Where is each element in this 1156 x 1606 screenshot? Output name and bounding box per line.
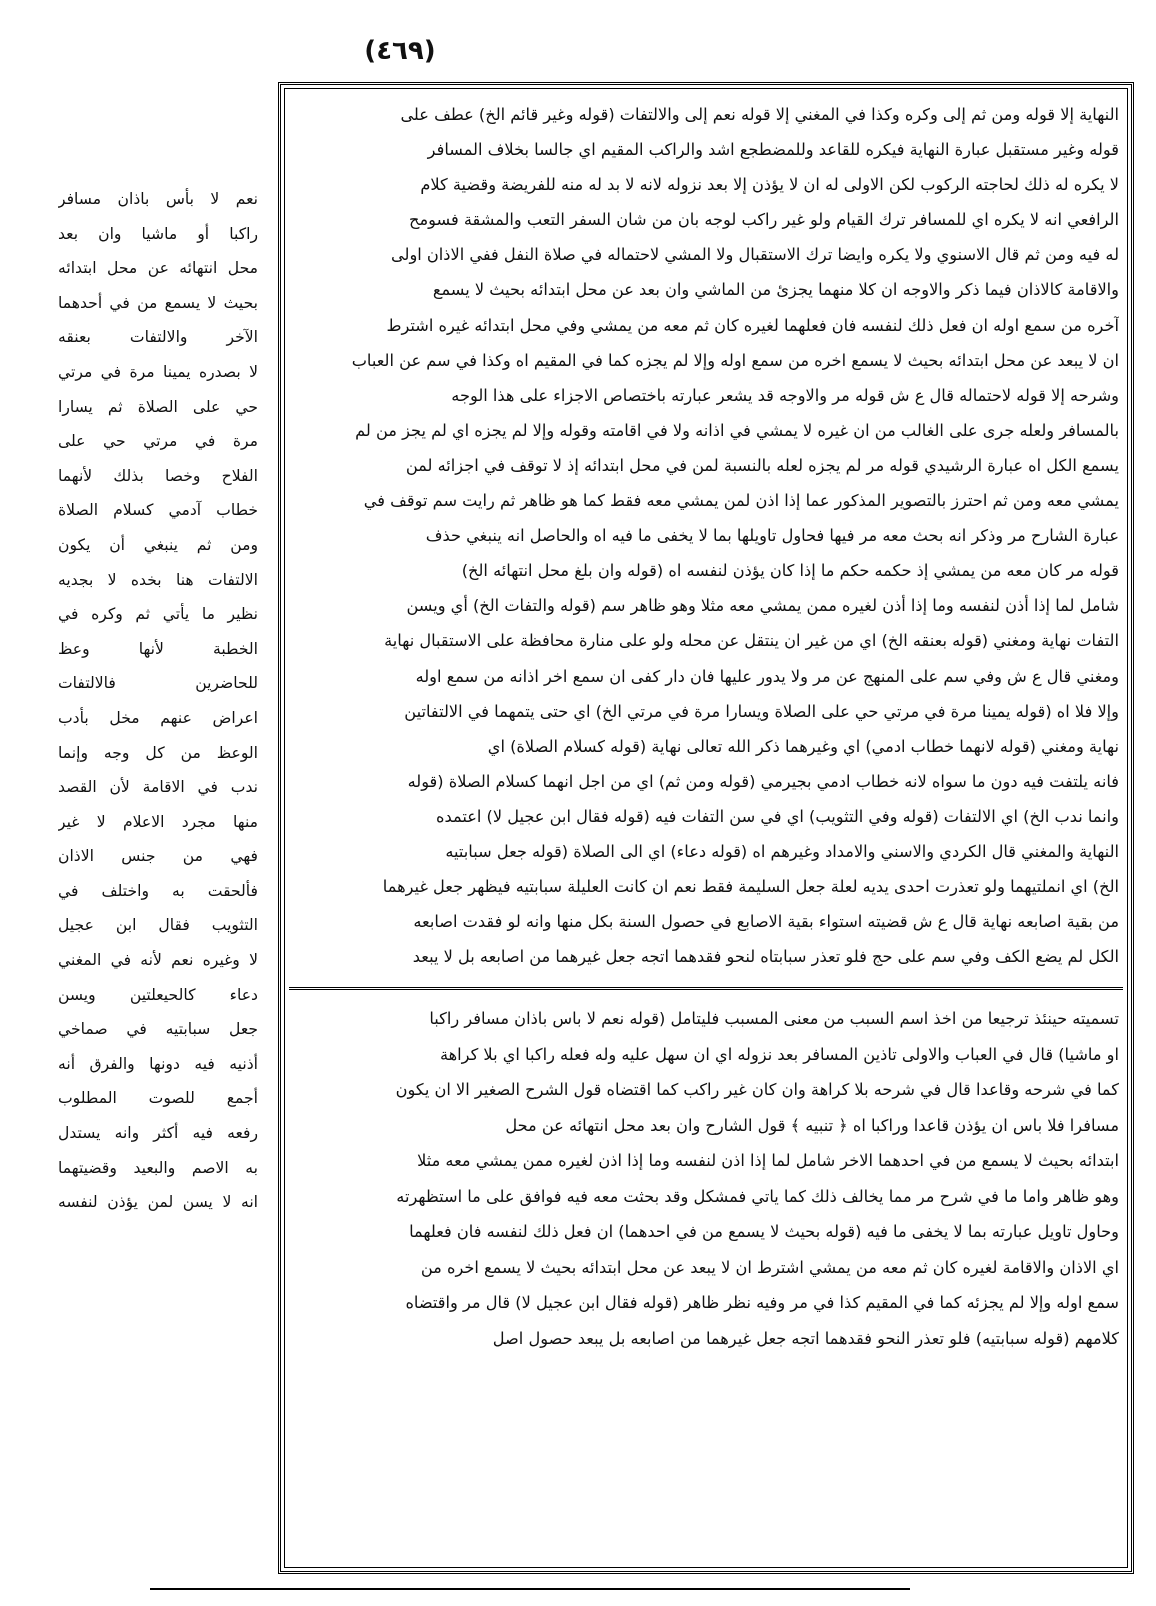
upper-line: فانه يلتفت فيه دون ما سواه لانه خطاب ادمي بجيرمي (قوله ومن ثم) اي من اجل انهما كسلام الصلاة (قوله: [407, 771, 1119, 791]
lower-line: وحاول تاويل عبارته بما لا يخفى ما فيه (قوله بحيث لا يسمع من في احدهما) ان فعل ذلك لنفسه فان فعلهما: [409, 1222, 1119, 1241]
upper-line: الكل لم يضع الكف وفي سم على حج فلو تعذر سبابتاه لنحو فقدهما اتجه جعل غيرهما من اصابعه بل لا يبعد: [412, 947, 1119, 967]
margin-line: اعراض عنهم مخل بأدب: [58, 708, 258, 727]
upper-line: النهاية إلا قوله ومن ثم إلى وكره وكذا في المغني إلا قوله نعم إلى والالتفات (قوله وغير قائم الخ) عطف على: [400, 105, 1119, 124]
lower-line: مسافرا فلا باس ان يؤذن قاعدا وراكبا اه ﴿ تنبيه ﴾ قول الشارح وان بعد محل انتهائه عن محل: [505, 1115, 1119, 1135]
lower-commentary-text: [293, 1001, 1119, 1356]
margin-line: فهي من جنس الاذان: [58, 847, 258, 866]
upper-line: وانما ندب الخ) اي الالتفات (قوله وفي التثويب) اي في سن التفات فيه (قوله فقال ابن عجيل لا) اعتمده: [436, 806, 1119, 826]
margin-line: لا بصدره يمينا مرة في مرتي: [58, 362, 258, 381]
upper-line: قوله وغير مستقبل عبارة النهاية فيكره للقاعد وللمضطجع اشد والراكب المقيم اي جالسا بخلاف المسافر: [427, 140, 1119, 160]
upper-line: ومغني قال ع ش وفي سم على المنهج عن مر ولا يدور عليها فان دار كفى ان سمع اخر اذانه من سمع اوله: [415, 666, 1119, 686]
margin-line: نعم لا بأس باذان مسافر: [58, 190, 258, 208]
margin-line: به الاصم والبعيد وقضيتهما: [58, 1158, 258, 1177]
margin-line: أجمع للصوت المطلوب: [58, 1089, 258, 1108]
upper-line: آخره من سمع اوله ان فعل ذلك لنفسه فان فعلهما لغيره كان ثم معه من يمشي وفي محل ابتدائه غيره اشترط: [386, 315, 1119, 335]
margin-line: الوعظ من كل وجه وإنما: [58, 743, 258, 762]
lower-line: كما في شرحه وقاعدا قال في شرحه بلا كراهة وان كان غير راكب كما اقتضاه قول الشرح الصغير الا ان يكون: [395, 1080, 1119, 1099]
margin-line: الفلاح وخصا بذلك لأنهما: [58, 466, 258, 485]
margin-line: لا وغيره نعم لأنه في المغني: [58, 951, 258, 970]
lower-line: تسميته حينئذ ترجيعا من اخذ اسم السبب من معنى المسبب فليتامل (قوله نعم لا باس باذان مسافر راكبا: [429, 1009, 1119, 1028]
lower-line: كلامهم (قوله سبابتيه) فلو تعذر النحو فقدهما اتجه جعل غيرهما من اصابعه بل يبعد حصول اصل: [492, 1328, 1119, 1348]
upper-line: قوله مر كان معه من يمشي إذ حكمه حكم ما إذا كان يؤذن لنفسه اه (قوله وان بلغ محل انتهائه الخ): [461, 561, 1119, 581]
lower-commentary: [293, 1001, 1119, 1559]
upper-line: الخ) اي انملتيهما ولو تعذرت احدى يديه لعلة جعل السليمة فقط نعم ان كانت العليلة سبابتيه فيظهر جعل غيرهما: [382, 877, 1119, 897]
margin-line: رفعه فيه أكثر وانه يستدل: [58, 1124, 258, 1143]
upper-line: الرافعي انه لا يكره اي للمسافر ترك القيام ولو غير راكب لوجه بان من شان السفر التعب والمشقة فسومح: [409, 210, 1119, 230]
commentary-frame: [278, 82, 1134, 1574]
upper-line: شامل لما إذا أذن لنفسه وما إذا أذن لغيره ممن يمشي معه مثلا وهو ظاهر سم (قوله والتفات الخ) أي ويسن: [406, 596, 1119, 616]
margin-line: للحاضرين فالالتفات: [58, 674, 258, 693]
upper-commentary-text: [293, 97, 1119, 982]
margin-line: منها مجرد الاعلام لا غير: [58, 812, 258, 831]
margin-line: بحيث لا يسمع من في أحدهما: [58, 293, 258, 312]
page-number: (٤٦٩): [364, 36, 436, 66]
upper-line: التفات نهاية ومغني (قوله بعنقه الخ) اي من غير ان ينتقل عن محله ولو على منارة محافظة على الاستقبال نهاية: [384, 631, 1119, 651]
margin-line: التثويب فقال ابن عجيل: [58, 916, 258, 935]
margin-line: محل انتهائه عن محل ابتدائه: [58, 259, 258, 278]
upper-line: له فيه ومن ثم قال الاسنوي ولا يكره وايضا ترك الاستقبال ولا المشي لاحتماله في صلاة النفل ففي الاذان اولى: [391, 245, 1119, 265]
lower-line: او ماشيا) قال في العباب والاولى تاذين المسافر بعد نزوله اي ان سهل عليه وله فعله راكبا اي بلا كراهة: [439, 1044, 1119, 1064]
margin-line: نظير ما يأتي ثم وكره في: [58, 605, 258, 624]
margin-line: أذنيه فيه دونها والفرق أنه: [58, 1054, 258, 1073]
margin-line: فألحقت به واختلف في: [58, 881, 258, 900]
upper-line: لا يكره له ذلك لحاجته الركوب لكن الاولى له ان لا يؤذن إلا بعد نزوله لانه لا بد له منه للفريضة وقضية كلام: [420, 175, 1119, 195]
margin-line: ومن ثم ينبغي أن يكون: [58, 535, 258, 554]
upper-line: من بقية اصابعه نهاية قال ع ش قضيته استواء بقية الاصابع في حصول السنة بكل منها وانه لو فقدت اصابعه: [413, 912, 1119, 932]
margin-line: الخطبة لأنها وعظ: [58, 639, 258, 658]
upper-line: يمشي معه ومن ثم احترز بالتصوير المذكور عما إذا اذن لمن يمشي معه فقط كما هو ظاهر ثم رايت سم توقف في: [363, 491, 1119, 511]
upper-line: بالمسافر ولعله جرى على الغالب من ان غيره لا يمشي في اذانه ولا في اقامته وقوله وإلا لم يجزه اي لم يجز من لم: [355, 420, 1119, 440]
margin-line: خطاب آدمي كسلام الصلاة: [58, 501, 258, 520]
margin-line: راكبا أو ماشيا وان بعد: [58, 224, 258, 243]
section-divider: [289, 987, 1123, 990]
upper-line: ان لا يبعد عن محل ابتدائه بحيث لا يسمع اخره من سمع اوله وإلا لم يجزه كما في المقيم اه وكذا في سم عن العباب: [351, 350, 1119, 370]
upper-line: عبارة الشارح مر وذكر انه بحث معه مر فيها فحاول تاويلها بما لا يخفى ما فيه اه والحاصل انه ينبغي حذف: [425, 526, 1119, 546]
upper-line: النهاية والمغني قال الكردي والاسني والامداد وغيرهم اه (قوله دعاء) اي الى الصلاة (قوله جعل سبابتيه: [445, 841, 1119, 861]
upper-line: وإلا فلا اه (قوله يمينا مرة في مرتي حي على الصلاة ويسارا مرة في مرتي الخ) اي حتى يتمهما في الالتفاتين: [404, 701, 1119, 721]
margin-main-text: [58, 182, 258, 1572]
lower-line: وهو ظاهر واما ما في شرح مر مما يخالف ذلك كما ياتي فمشكل وقد بحثت معه فيه فوافق على ما استظهرته: [396, 1186, 1119, 1206]
upper-line: [293, 974, 1119, 982]
margin-line: مرة في مرتي حي على: [58, 432, 258, 451]
upper-line: يسمع الكل اه عبارة الرشيدي قوله مر لم يجزه لعله بالنسبة لمن في محل ابتدائه إذ لا توقف في اجزائه لمن: [405, 455, 1119, 475]
upper-line: نهاية ومغني (قوله لانهما خطاب ادمي) اي وغيرهما ذكر الله تعالى نهاية (قوله كسلام الصلاة) اي: [487, 736, 1119, 756]
upper-line: وشرحه إلا قوله لاحتماله قال ع ش قوله مر والاوجه قد يشعر عبارته باختصاص الاجزاء على هذا الوجه: [451, 385, 1119, 405]
margin-line: ندب في الاقامة لأن القصد: [58, 778, 258, 797]
lower-line: ابتدائه بحيث لا يسمع من في احدهما الاخر شامل لما إذا اذن لنفسه وما إذا اذن لغيره ممن يمشي معه مثلا: [417, 1151, 1119, 1170]
upper-commentary: [293, 97, 1119, 982]
lower-line: سمع اوله وإلا لم يجزئه كما في المقيم كذا في مر وفيه نظر ظاهر (قوله فقال ابن عجيل لا) قال مر واقتضاه: [405, 1293, 1119, 1312]
bottom-rule: [150, 1588, 910, 1590]
margin-line: دعاء كالحيعلتين ويسن: [58, 985, 258, 1004]
margin-line: الالتفات هنا بخده لا بجديه: [58, 570, 258, 589]
margin-line: جعل سبابتيه في صماخي: [58, 1020, 258, 1039]
margin-line: الآخر والالتفات بعنقه: [58, 328, 258, 347]
lower-line: اي الاذان والاقامة لغيره كان ثم معه من يمشي اشترط ان لا يبعد عن محل ابتدائه بحيث لا يسمع اخره من: [420, 1257, 1119, 1277]
upper-line: والاقامة كالاذان فيما ذكر والاوجه ان كلا منهما يجزئ من الماشي وان بعد عن محل ابتدائه بحيث لا يسمع: [432, 280, 1119, 300]
margin-line: انه لا يسن لمن يؤذن لنفسه: [58, 1193, 258, 1212]
margin-line: حي على الصلاة ثم يسارا: [58, 397, 258, 416]
